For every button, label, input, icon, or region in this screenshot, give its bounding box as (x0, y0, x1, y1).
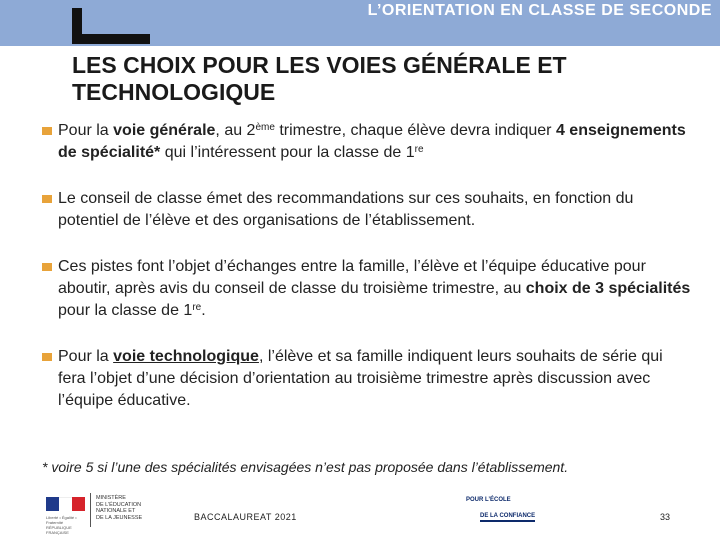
bullet-marker-icon (42, 353, 52, 361)
bullet-conseil-classe: Le conseil de classe émet des recommandations sur ces souhaits, en fonction du potentiel de l’élève et des organisations de l’établissement. (42, 188, 692, 232)
page-number: 33 (660, 512, 671, 522)
bullet-marker-icon (42, 195, 52, 203)
flag-caption: Liberté • Égalité • Fraternité RÉPUBLIQUE FRANÇAISE (46, 515, 77, 535)
ecole-confiance-logo: POUR L’ÉCOLE DE LA CONFIANCE (466, 497, 554, 527)
bullet-list (42, 120, 692, 436)
page-title: LES CHOIX POUR LES VOIES GÉNÉRALE ET TECHNOLOGIQUE (72, 52, 567, 105)
ministry-logo (44, 493, 149, 535)
bullet-marker-icon (42, 127, 52, 135)
marianne-flag-icon (44, 493, 86, 535)
logo-divider (90, 493, 91, 527)
bullet-marker-icon (42, 263, 52, 271)
ministry-name: MINISTÈRE DE L’ÉDUCATION NATIONALE ET DE LA JEUNESSE (96, 495, 143, 521)
footnote: * voire 5 si l’une des spécialités envisagées n’est pas proposée dans l’établissement. (42, 459, 569, 475)
bullet-pistes: Ces pistes font l’objet d’échanges entre la famille, l’élève et l’équipe éducative pour aboutir, après avis du conseil de classe du troisième trimestre, au choix de 3 spécialités pour la classe de 1re. (42, 256, 692, 322)
header-title: L’ORIENTATION EN CLASSE DE SECONDE (367, 2, 712, 19)
bullet-voie-technologique: Pour la voie technologique, l’élève et sa famille indiquent leurs souhaits de série qui fera l’objet d’une décision d’orientation au troisième trimestre après discussion avec l’équipe éducative. (42, 346, 692, 412)
footer-bac-label: BACCALAUREAT 2021 (194, 512, 297, 522)
bullet-voie-generale: Pour la voie générale, au 2ème trimestre, chaque élève devra indiquer 4 enseignements de spécialité* qui l’intéressent pour la classe de 1re (42, 120, 692, 164)
frame-logo (72, 8, 150, 44)
